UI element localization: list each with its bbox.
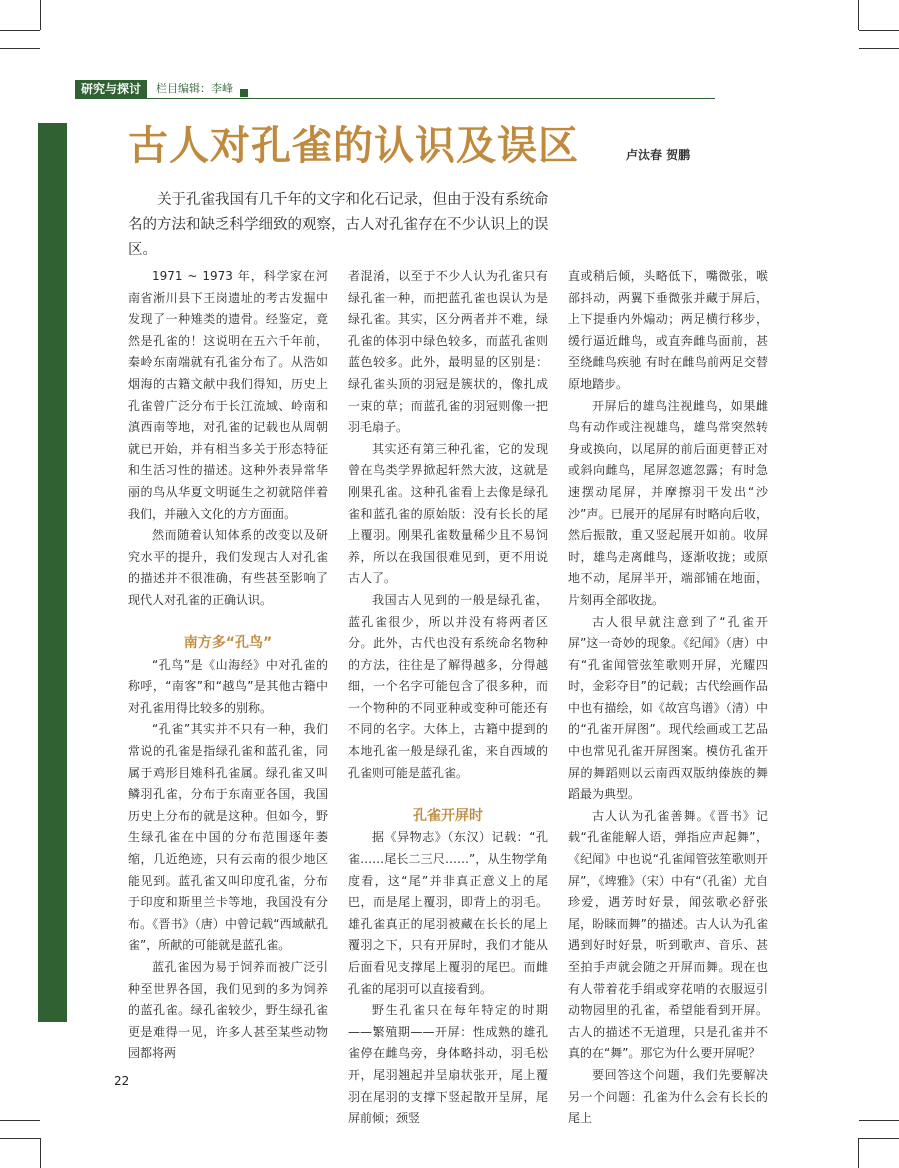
column-editor: 栏目编辑：李峰 bbox=[156, 82, 233, 95]
crop-mark bbox=[40, 0, 41, 30]
paragraph: 古人很早就注意到了“孔雀开屏”这一奇妙的现象。《纪闻》（唐）中有“孔雀闻管弦笙歌则开屏，光耀四时，金彩夺目”的记载；古代绘画作品中也有描绘，如《故宫鸟谱》（清）中的“孔雀开屏图”。现代绘画或工艺品中也常见孔雀开屏图案。模仿孔雀开屏的舞蹈则以云南西双版纳傣族的舞蹈最为典型。 bbox=[568, 614, 768, 802]
paragraph: 要回答这个问题，我们先要解决另一个问题：孔雀为什么会有长长的尾上 bbox=[568, 1067, 768, 1126]
article-title: 古人对孔雀的认识及误区 bbox=[128, 123, 579, 169]
crop-mark bbox=[0, 1120, 40, 1121]
header-rule bbox=[75, 98, 715, 99]
subheading: 孔雀开屏时 bbox=[413, 807, 483, 824]
subheading: 南方多“孔鸟” bbox=[183, 635, 273, 652]
side-accent-bar bbox=[38, 123, 67, 1022]
article-authors: 卢汰春 贺鹏 bbox=[626, 148, 691, 162]
paragraph: “孔鸟”是《山海经》中对孔雀的称呼，“南客”和“越鸟”是其他古籍中对孔雀用得比较多的别称。 bbox=[128, 657, 328, 715]
column-1 bbox=[128, 266, 328, 1065]
paragraph: 1971 ~ 1973 年，科学家在河南省淅川县下王岗遗址的考古发掘中发现了一种雉类的遗骨。经鉴定，竟然是孔雀的！这说明在五六千年前，秦岭东南端就有孔雀分布了。从浩如烟海的古籍文献中我们得知，历史上孔雀曾广泛分布于长江流域、岭南和滇西南等地，对孔雀的记载也从周朝就已开始，并有相当多关于形态特征和生活习性的描述。这种外表异常华丽的鸟从华夏文明诞生之初就陪伴着我们，并融入文化的方方面面。 bbox=[128, 269, 328, 521]
paragraph: 据《异物志》（东汉）记载：“孔雀……尾长二三尺……”，从生物学角度看，这“尾”并非真正意义上的尾巴，而是尾上覆羽，即背上的羽毛。雄孔雀真正的尾羽被藏在长长的尾上覆羽之下，只有开屏时，我们才能从后面看见支撑尾上覆羽的尾巴。而雌孔雀的尾羽可以直接看到。 bbox=[348, 830, 548, 996]
article-abstract: 关于孔雀我国有几千年的文字和化石记录，但由于没有系统命名的方法和缺乏科学细致的观察，古人对孔雀存在不少认识上的误区。 bbox=[128, 192, 549, 258]
crop-mark bbox=[859, 1120, 899, 1121]
crop-mark bbox=[0, 30, 40, 31]
crop-mark bbox=[858, 1138, 859, 1168]
crop-mark bbox=[0, 1138, 40, 1139]
paragraph: 然而随着认知体系的改变以及研究水平的提升，我们发现古人对孔雀的描述并不很准确，有些甚至影响了现代人对孔雀的正确认识。 bbox=[128, 528, 328, 607]
paragraph: 古人认为孔雀善舞。《晋书》记载“孔雀能解人语，弹指应声起舞”，《纪闻》中也说“孔雀闻管弦笙歌则开屏”，《埤雅》（宋）中有“（孔雀）尤自珍爱，遇芳时好景，闻弦歌必舒张尾，盼睐而舞”的描述。古人认为孔雀遇到好时好景，听到歌声、音乐、甚至拍手声就会随之开屏而舞。现在也有人带着花手绢或穿花哨的衣服逗引动物园里的孔雀，希望能看到开屏。古人的描述不无道理，只是孔雀并不真的在“舞”。那它为什么要开屏呢？ bbox=[568, 808, 768, 1061]
crop-mark bbox=[40, 1138, 41, 1168]
paragraph: 其实还有第三种孔雀，它的发现曾在鸟类学界掀起轩然大波，这就是刚果孔雀。这种孔雀看上去像是绿孔雀和蓝孔雀的原始版：没有长长的尾上覆羽。刚果孔雀数量稀少且不易饲养，所以在我国很难见到，更不用说古人了。 bbox=[348, 441, 548, 586]
paragraph: “孔雀”其实并不只有一种，我们常说的孔雀是指绿孔雀和蓝孔雀，同属于鸡形目雉科孔雀属。绿孔雀又叫鳞羽孔雀，分布于东南亚各国，我国历史上分布的就是这种。但如今，野生绿孔雀在中国的分布范围逐年萎缩，几近绝迹，只有云南的很少地区能见到。蓝孔雀又叫印度孔雀，分布于印度和斯里兰卡等地，我国没有分布。《晋书》（唐）中曾记载“西域献孔雀”，所献的可能就是蓝孔雀。 bbox=[128, 722, 328, 953]
paragraph: 蓝孔雀因为易于饲养而被广泛引种至世界各国，我们见到的多为饲养的蓝孔雀。绿孔雀较少，野生绿孔雀更是难得一见，许多人甚至某些动物园都将两 bbox=[128, 960, 328, 1061]
crop-mark bbox=[859, 1138, 899, 1139]
page-number: 22 bbox=[114, 1074, 130, 1088]
paragraph: 直或稍后倾，头略低下，嘴微张，喉部抖动，两翼下垂微张并藏于屏后，上下提垂内外煽动；两足横行移步，缓行逼近雌鸟，或直奔雌鸟面前，甚至绕雌鸟疾驰 有时在雌鸟前两足交替原地踏步。 bbox=[568, 269, 768, 391]
paragraph: 野生孔雀只在每年特定的时期——繁殖期——开屏：性成熟的雄孔雀停在雌鸟旁，身体略抖动，羽毛松开，尾羽翘起并呈扇状张开，尾上覆羽在尾羽的支撑下竖起散开呈屏，尾屏前倾；颈竖 bbox=[348, 1003, 548, 1126]
column-3 bbox=[568, 266, 768, 1130]
paragraph: 开屏后的雄鸟注视雌鸟，如果雌鸟有动作或注视雄鸟，雄鸟常突然转身或换向，以尾屏的前后面更替正对或斜向雌鸟，尾屏忽遮忽露；有时急速摆动尾屏，并摩擦羽干发出“沙沙”声。已展开的尾屏有时略向后收，然后振散，重又竖起展开如前。收屏时，雄鸟走离雌鸟，逐渐收拢；或原地不动，尾屏半开，端部铺在地面，片刻再全部收拢。 bbox=[568, 398, 768, 607]
paragraph: 我国古人见到的一般是绿孔雀，蓝孔雀很少，所以并没有将两者区分。此外，古代也没有系统命名物种的方法，往往是了解得越多，分得越细，一个名字可能包含了很多种，而一个物种的不同亚种或变种可能还有不同的名字。大体上，古籍中提到的本地孔雀一般是绿孔雀，来自西域的孔雀则可能是蓝孔雀。 bbox=[348, 592, 548, 780]
crop-mark bbox=[0, 48, 40, 49]
section-tag: 研究与探讨 bbox=[75, 80, 147, 98]
crop-mark bbox=[859, 30, 899, 31]
column-2 bbox=[348, 266, 548, 1130]
crop-mark bbox=[858, 0, 859, 30]
crop-mark bbox=[859, 48, 899, 49]
square-marker bbox=[240, 89, 248, 97]
paragraph: 者混淆，以至于不少人认为孔雀只有绿孔雀一种，而把蓝孔雀也误认为是绿孔雀。其实，区分两者并不难，绿孔雀的体羽中绿色较多，而蓝孔雀则蓝色较多。此外，最明显的区别是：绿孔雀头顶的羽冠是簇状的，像扎成一束的草；而蓝孔雀的羽冠则像一把羽毛扇子。 bbox=[348, 269, 548, 435]
